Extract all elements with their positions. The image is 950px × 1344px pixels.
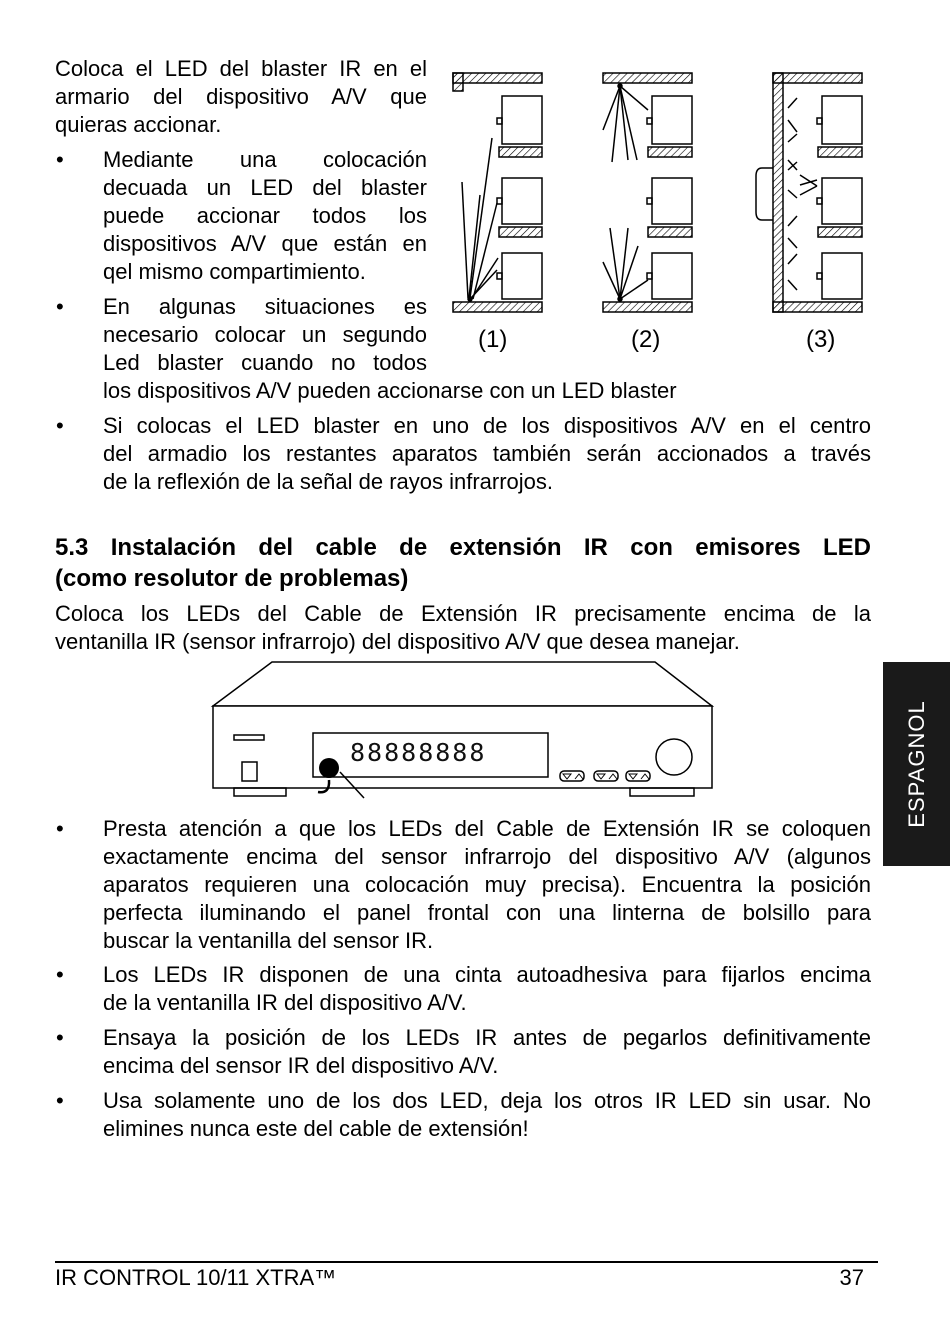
bullet-3-line-3: de la reflexión de la señal de rayos infrarrojos. (103, 469, 554, 494)
intro-line-1: Coloca el LED del blaster IR en el (55, 56, 427, 81)
bullet-2-line-3: Led blaster cuando no todos (103, 350, 427, 375)
bullet-4-line-5: buscar la ventanilla del sensor IR. (103, 928, 434, 953)
diagram-label-2: (2) (631, 326, 661, 353)
bullet-6-line-1: Ensaya la posición de los LEDs IR antes de pegarlos definitivamente (103, 1025, 871, 1050)
bullet-mark: • (56, 962, 64, 987)
bullet-1-line-5: qel mismo compartimiento. (103, 259, 366, 284)
bullet-1-line-4: dispositivos A/V que están en (103, 231, 427, 256)
bullet-5-line-2: de la ventanilla IR del dispositivo A/V. (103, 990, 467, 1015)
bullet-7-line-1: Usa solamente uno de los dos LED, deja los otros IR LED sin usar. No (103, 1088, 871, 1113)
bullet-4-line-3: aparatos requieren una colocación muy precisa). Encuentra la posición (103, 872, 871, 897)
bullet-mark: • (56, 413, 64, 438)
bullet-4-line-1: Presta atención a que los LEDs del Cable de Extensión IR se coloquen (103, 816, 871, 841)
bullet-mark: • (56, 147, 64, 172)
section-heading-line-1: 5.3 Instalación del cable de extensión IR con emisores LED (55, 534, 871, 561)
bullet-2-line-2: necesario colocar un segundo (103, 322, 427, 347)
bullet-1-line-1: Mediante una colocación (103, 147, 427, 172)
bullet-6-line-2: encima del sensor IR del dispositivo A/V. (103, 1053, 499, 1078)
footer-rule (55, 1261, 878, 1263)
bullet-2-line-4: los dispositivos A/V pueden accionarse con un LED blaster (103, 378, 677, 403)
intro-line-3: quieras accionar. (55, 112, 222, 137)
bullet-4-line-4: perfecta iluminando el panel frontal con una linterna de bolsillo para (103, 900, 871, 925)
section-para-line-2: ventanilla IR (sensor infrarrojo) del dispositivo A/V que desea manejar. (55, 629, 740, 654)
bullet-mark: • (56, 294, 64, 319)
bullet-1-line-2: decuada un LED del blaster (103, 175, 427, 200)
intro-line-2: armario del dispositivo A/V que (55, 84, 427, 109)
bullet-1-line-3: puede accionar todos los (103, 203, 427, 228)
page-number: 37 (839, 1265, 864, 1290)
bullet-2-line-1: En algunas situaciones es (103, 294, 427, 319)
diagram-label-3: (3) (806, 326, 836, 353)
device-display: 88888888 (350, 738, 487, 767)
section-heading-line-2: (como resolutor de problemas) (55, 565, 409, 592)
language-side-tab (883, 662, 950, 866)
bullet-3-line-2: del armadio los restantes aparatos también serán accionados a través (103, 441, 871, 466)
section-para-line-1: Coloca los LEDs del Cable de Extensión IR precisamente encima de la (55, 601, 871, 626)
bullet-mark: • (56, 816, 64, 841)
bullet-4-line-2: exactamente encima del sensor infrarrojo del dispositivo A/V (algunos (103, 844, 871, 869)
bullet-7-line-2: elimines nunca este del cable de extensión! (103, 1116, 529, 1141)
bullet-3-line-1: Si colocas el LED blaster en uno de los dispositivos A/V en el centro (103, 413, 871, 438)
ir-led-emitter-icon (319, 758, 339, 778)
bullet-mark: • (56, 1025, 64, 1050)
diagram-label-1: (1) (478, 326, 508, 353)
footer-title: IR CONTROL 10/11 XTRA™ (55, 1265, 337, 1290)
bullet-mark: • (56, 1088, 64, 1113)
bullet-5-line-1: Los LEDs IR disponen de una cinta autoadhesiva para fijarlos encima (103, 962, 871, 987)
side-tab-label: ESPAGNOL (903, 700, 929, 828)
